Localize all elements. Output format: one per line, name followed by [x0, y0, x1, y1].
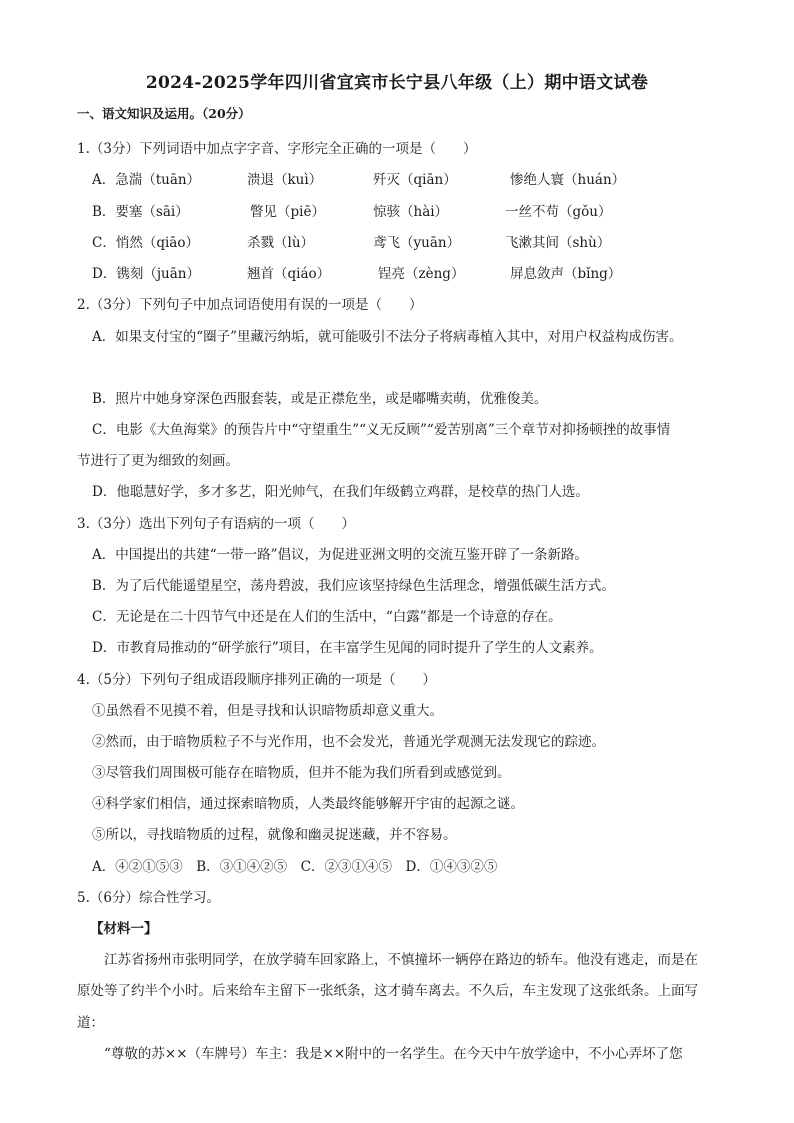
q2-option-a: A．如果支付宝的“圈子”里藏污纳垢，就可能吸引不法分子将病毒植入其中，对用户权益构成伤害。: [92, 329, 683, 345]
q1-option-d-word1: D．镌刻（juān）: [92, 266, 200, 282]
q1-option-a-word4: 惨绝人寰（huán）: [510, 172, 626, 188]
q2-option-b: B．照片中她身穿深色西服套装，或是正襟危坐，或是嘟嘴卖萌，优雅俊美。: [92, 391, 548, 407]
q1-option-b-word4: 一丝不苟（gǒu）: [505, 204, 612, 220]
q1-option-b-word2: 瞥见（piē）: [250, 204, 325, 220]
q4-sentence-2: ②然而，由于暗物质粒子不与光作用，也不会发光，普通光学观测无法发现它的踪迹。: [92, 734, 605, 750]
q1-option-c-word4: 飞漱其间（shù）: [505, 235, 611, 251]
q1-option-b-word3: 惊骇（hài）: [373, 204, 449, 220]
q2-option-c: C．电影《大鱼海棠》的预告片中“守望重生”“义无反顾”“爱苦别离”三个章节对抑扬顿挫的故事情: [92, 422, 671, 438]
q4-sentence-5: ⑤所以，寻找暗物质的过程，就像和幽灵捉迷藏，并不容易。: [92, 827, 457, 843]
material-1-heading: 【材料一】: [90, 921, 158, 937]
q1-option-d-word4: 屏息敛声（bǐng）: [510, 266, 622, 282]
question-4-stem: 4.（5分）下列句子组成语段顺序排列正确的一项是（ ）: [77, 672, 436, 688]
page-title: 2024-2025学年四川省宜宾市长宁县八年级（上）期中语文试卷: [145, 73, 649, 93]
q3-option-c: C．无论是在二十四节气中还是在人们的生活中，“白露”都是一个诗意的存在。: [92, 609, 562, 625]
material-1-paragraph-line3: 道：: [77, 1015, 104, 1031]
q4-sentence-1: ①虽然看不见摸不着，但是寻找和认识暗物质却意义重大。: [92, 703, 443, 719]
section-heading: 一、语文知识及运用。（20分）: [77, 106, 251, 121]
question-5-stem: 5.（6分）综合性学习。: [77, 890, 220, 906]
q1-option-d-word2: 翘首（qiáo）: [247, 266, 331, 282]
q1-option-a-word3: 歼灭（qiān）: [373, 172, 457, 188]
q3-option-a: A．中国提出的共建“一带一路”倡议，为促进亚洲文明的交流互鉴开辟了一条新路。: [92, 547, 589, 563]
material-1-quote-line: “尊敬的苏××（车牌号）车主：我是××附中的一名学生。在今天中午放学途中，不小心弄坏了您: [104, 1046, 683, 1062]
q4-sentence-3: ③尽管我们周围极可能存在暗物质，但并不能为我们所看到或感觉到。: [92, 765, 511, 781]
q2-option-d: D．他聪慧好学，多才多艺，阳光帅气，在我们年级鹤立鸡群，是校草的热门人选。: [92, 484, 589, 500]
q3-option-d: D．市教育局推动的“研学旅行”项目，在丰富学生见闻的同时提升了学生的人文素养。: [92, 640, 603, 656]
question-1-stem: 1.（3分）下列词语中加点字字音、字形完全正确的一项是（ ）: [77, 141, 477, 157]
q3-option-b: B．为了后代能遥望星空，荡舟碧波，我们应该坚持绿色生活理念，增强低碳生活方式。: [92, 578, 615, 594]
q1-option-c-word1: C．悄然（qiāo）: [92, 235, 199, 251]
q4-options: A．④②①⑤③ B．③①④②⑤ C．②③①④⑤ D．①④③②⑤: [92, 859, 498, 875]
q1-option-b-word1: B．要塞（sāi）: [92, 204, 189, 220]
q1-option-d-word3: 锃亮（zèng）: [378, 266, 465, 282]
question-3-stem: 3.（3分）选出下列句子有语病的一项（ ）: [77, 516, 355, 532]
q1-option-a-word1: A．急湍（tuān）: [92, 172, 201, 188]
question-2-stem: 2.（3分）下列句子中加点词语使用有误的一项是（ ）: [77, 297, 423, 313]
q4-sentence-4: ④科学家们相信，通过探索暗物质，人类最终能够解开宇宙的起源之谜。: [92, 796, 524, 812]
q1-option-c-word3: 鸢飞（yuān）: [373, 235, 461, 251]
q1-option-c-word2: 杀戮（lù）: [247, 235, 315, 251]
q1-option-a-word2: 溃退（kuì）: [247, 172, 323, 188]
q2-option-c-continued: 节进行了更为细致的刻画。: [77, 453, 239, 469]
material-1-paragraph-line2: 原处等了约半个小时。后来给车主留下一张纸条，这才骑车离去。不久后，车主发现了这张纸条。上面写: [77, 983, 698, 999]
material-1-paragraph-line1: 江苏省扬州市张明同学，在放学骑车回家路上，不慎撞坏一辆停在路边的轿车。他没有逃走，而是在: [104, 952, 698, 968]
